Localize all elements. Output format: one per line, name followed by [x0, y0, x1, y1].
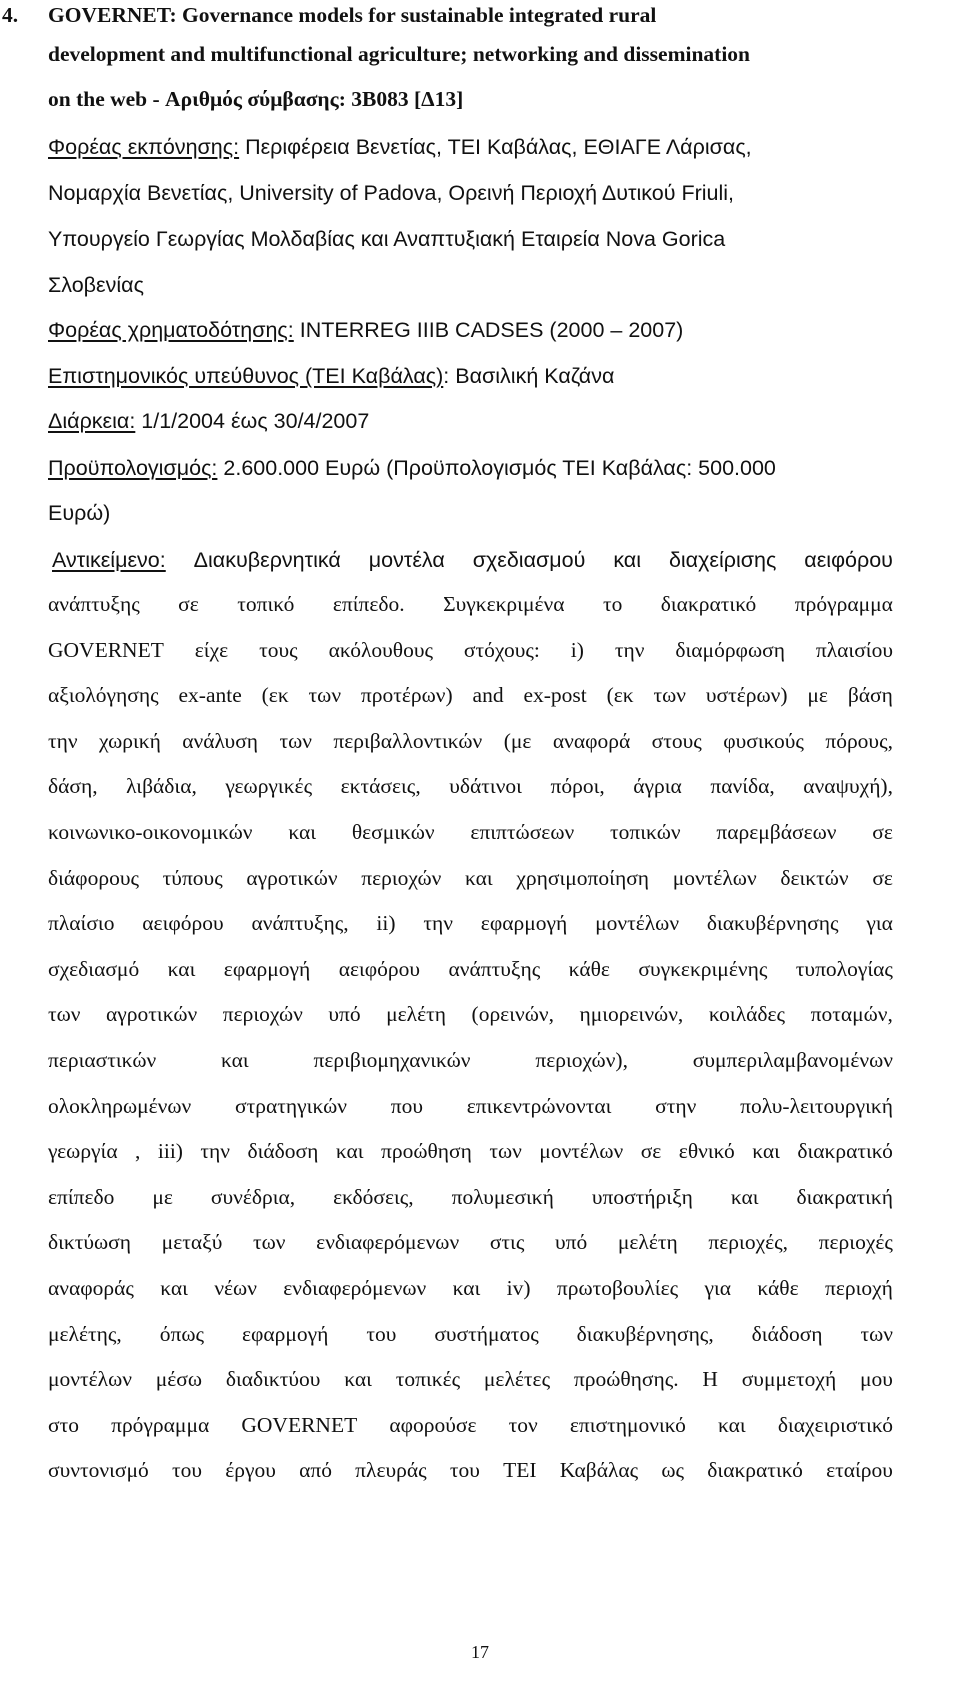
word: επίπεδο [48, 1184, 115, 1209]
word: των [653, 683, 686, 708]
word: των [308, 683, 342, 708]
word: ενδιαφερόμενων [283, 1276, 427, 1300]
word: τύπους [162, 865, 223, 890]
word: παρεμβάσεων [716, 820, 837, 844]
word: όπως [159, 1321, 204, 1346]
word: ex-post [523, 683, 587, 708]
word: αξιολόγησης [48, 683, 159, 708]
word: χωρική [99, 728, 161, 753]
word: των [489, 1139, 522, 1164]
word: και [613, 548, 642, 572]
word: μοντέλων [48, 1367, 132, 1392]
word: μου [860, 1367, 893, 1392]
scientific-lead [48, 363, 614, 389]
word: αγροτικών [106, 1002, 198, 1027]
word: φυσικούς [723, 728, 804, 753]
word: (εκ [261, 683, 289, 708]
word: και [221, 1048, 249, 1072]
word: του [449, 1458, 480, 1483]
body-line [48, 591, 893, 617]
word: iv) [506, 1276, 531, 1300]
section-title-line-1: GOVERNET: Governance models for sustainable integrated rural [48, 3, 657, 27]
word: συντονισμό [48, 1458, 149, 1483]
word: σε [872, 865, 893, 890]
word: στις [489, 1230, 525, 1255]
body-line [48, 1457, 893, 1483]
word: τον [508, 1412, 538, 1437]
word: υπό [328, 1002, 361, 1027]
word: (με [503, 728, 532, 753]
word: και [730, 1184, 759, 1209]
word: διάφορους [48, 865, 139, 890]
word: μελέτη [617, 1230, 678, 1255]
word: επιπτώσεων [470, 820, 575, 844]
body-line [48, 728, 893, 754]
word: χρησιμοποίηση [516, 865, 650, 890]
word: διάδοση [751, 1321, 823, 1346]
funding-label: Φορέας χρηματοδότησης: [48, 318, 294, 342]
word: εκδόσεις, [333, 1184, 414, 1209]
budget-line-2: Ευρώ) [48, 501, 111, 525]
word: εκτάσεις, [340, 774, 421, 799]
word: δάση, [48, 774, 98, 799]
word: είχε [194, 637, 229, 662]
word: διαδικτύου [225, 1367, 321, 1392]
word: αφορούσε [389, 1412, 477, 1437]
scientific-lead-value: : Βασιλική Καζάνα [443, 364, 615, 388]
word: GOVERNET [241, 1412, 358, 1437]
word: στόχους: [463, 637, 540, 662]
section-title-line-2: development and multifunctional agriculture; networking and dissemination [48, 42, 750, 66]
body-line [48, 1093, 893, 1119]
word: ανάλυση [182, 728, 259, 753]
funding-value: INTERREG IIIB CADSES (2000 – 2007) [293, 318, 684, 342]
word: προώθηση [381, 1139, 472, 1164]
word: , [135, 1139, 141, 1164]
word: Συγκεκριμένα [443, 592, 565, 616]
word: κάθε [568, 956, 610, 981]
word: λιβάδια, [126, 774, 197, 799]
word: και [452, 1276, 481, 1300]
word: ως [661, 1458, 685, 1483]
word: τους [259, 637, 298, 662]
word: γεωργικές [225, 774, 313, 799]
body-line [48, 865, 893, 891]
word: θεσμικών [351, 820, 435, 844]
executing-bodies-line-3: Υπουργείο Γεωργίας Μολδαβίας και Αναπτυξιακή Εταιρεία Nova Gorica [48, 227, 726, 251]
word: την [423, 911, 453, 936]
word: ανάπτυξης, [251, 911, 349, 936]
word: GOVERNET [48, 637, 164, 662]
body-line [48, 637, 893, 663]
word: μεταξύ [161, 1230, 223, 1255]
word: πρόγραμμα [794, 592, 893, 616]
word: αειφόρου [804, 548, 893, 572]
word: περιοχών [222, 1002, 303, 1027]
word: διακρατικό [797, 1139, 893, 1164]
word: διακυβέρνησης, [576, 1321, 714, 1346]
body-line [48, 1275, 893, 1301]
word: διαχείρισης [668, 548, 777, 572]
word: διακρατικό [707, 1458, 803, 1483]
word: στο [48, 1412, 79, 1437]
body-line [48, 1229, 893, 1255]
word: στρατηγικών [235, 1093, 347, 1118]
word: επίπεδο. [332, 592, 405, 616]
word: τοπικό [237, 592, 295, 616]
word: την [48, 728, 78, 753]
word: ανάπτυξης [448, 956, 541, 981]
word: σε [178, 592, 199, 616]
word: μελέτης, [48, 1321, 122, 1346]
word: νέων [214, 1276, 257, 1300]
duration-value: 1/1/2004 έως 30/4/2007 [135, 409, 370, 433]
scientific-lead-label: Επιστημονικός υπεύθυνος (ΤΕΙ Καβάλας) [48, 364, 444, 388]
word: πανίδα, [710, 774, 775, 799]
word: μελέτη [386, 1002, 447, 1027]
word: και [167, 956, 196, 981]
page-number: 17 [471, 1642, 489, 1662]
budget-line-1 [48, 455, 776, 481]
word: που [390, 1093, 423, 1118]
word: για [704, 1276, 732, 1300]
word: ακόλουθους [328, 637, 433, 662]
word: αναψυχή), [803, 774, 893, 799]
word: ii) [376, 911, 396, 936]
word: τοπικές [395, 1367, 461, 1392]
word: (ορεινών, [471, 1002, 554, 1027]
word: βάση [847, 683, 893, 708]
word: συμμετοχή [741, 1367, 837, 1392]
word: ημιορεινών, [579, 1002, 684, 1027]
word: σχεδιασμού [472, 548, 586, 572]
word: των [253, 1230, 286, 1255]
word: συστήματος [434, 1321, 539, 1346]
word: με [807, 683, 828, 708]
word: πλευράς [355, 1458, 427, 1483]
word: μελέτες [483, 1367, 551, 1392]
duration-label: Διάρκεια: [48, 409, 136, 433]
word: περιοχές [818, 1230, 893, 1255]
word: την [200, 1139, 231, 1164]
word: πόρους, [825, 728, 893, 753]
section-number: 4. [2, 3, 19, 27]
word: στην [655, 1093, 697, 1118]
word: των [860, 1321, 893, 1346]
budget-label: Προϋπολογισμός: [48, 456, 218, 480]
word: περιοχές, [708, 1230, 789, 1255]
word: δεικτών [780, 865, 849, 890]
word: ΤΕΙ [503, 1458, 537, 1483]
word: μοντέλων [595, 911, 680, 936]
word: ποταμών, [810, 1002, 893, 1027]
executing-bodies-line-2: Νομαρχία Βενετίας, University of Padova, Ορεινή Περιοχή Δυτικού Friuli, [48, 181, 735, 205]
body-line [48, 773, 893, 799]
word: διαμόρφωση [675, 637, 785, 662]
word: και [160, 1276, 188, 1300]
word: μοντέλα [368, 548, 445, 572]
word: αναφοράς [48, 1276, 134, 1300]
word: σε [872, 820, 893, 844]
word: πρωτοβουλίες [556, 1276, 679, 1300]
executing-bodies-line-4: Σλοβενίας [48, 273, 144, 297]
word: και [465, 865, 493, 890]
word: κάθε [757, 1276, 799, 1300]
word: ανάπτυξης [48, 592, 140, 616]
word: διάδοση [247, 1139, 319, 1164]
body-line [48, 1321, 893, 1347]
body-line [48, 682, 893, 708]
executing-bodies-line-1 [48, 134, 752, 160]
body-line [48, 1138, 893, 1164]
word: αειφόρου [142, 911, 224, 936]
word: με [152, 1184, 173, 1209]
body-line [48, 1412, 893, 1438]
word: προτέρων) [360, 683, 453, 708]
word: των [279, 728, 312, 753]
word: περιοχή [824, 1276, 893, 1300]
word: i) [570, 637, 584, 662]
word: αγροτικών [246, 865, 338, 890]
executing-bodies-value: Περιφέρεια Βενετίας, ΤΕΙ Καβάλας, ΕΘΙΑΓΕ Λάρισας, [239, 135, 752, 159]
word: εφαρμογή [241, 1321, 329, 1346]
word: σχεδιασμό [48, 956, 140, 981]
word: και [335, 1139, 364, 1164]
body-line [48, 1047, 893, 1073]
word: περιβιομηχανικών [313, 1048, 471, 1072]
body-line [48, 819, 893, 845]
word: άγρια [633, 774, 682, 799]
word: διακρατική [796, 1184, 893, 1209]
word: και [718, 1412, 746, 1437]
word: iii) [157, 1139, 183, 1164]
word: εταίρου [826, 1458, 893, 1483]
word: περιβαλλοντικών [333, 728, 483, 753]
word: την [614, 637, 645, 662]
word: Διακυβερνητικά [193, 548, 341, 572]
word: περιοχών [361, 865, 442, 890]
body-line [48, 1001, 893, 1027]
word: του [366, 1321, 397, 1346]
word: και [344, 1367, 372, 1392]
word: και [288, 820, 317, 844]
word: από [299, 1458, 332, 1483]
word: μέσω [155, 1367, 203, 1392]
word: εθνικό [678, 1139, 735, 1164]
word: ολοκληρωμένων [48, 1093, 192, 1118]
section-title-line-3: on the web - Αριθμός σύμβασης: 3Β083 [Δ13] [48, 87, 464, 111]
word: δικτύωση [48, 1230, 132, 1255]
word: Καβάλας [559, 1458, 639, 1483]
word: υποστήριξη [591, 1184, 693, 1209]
word: διακρατικό [660, 592, 757, 616]
word: ex-ante [178, 683, 242, 708]
word: ενδιαφερόμενων [316, 1230, 460, 1255]
word: για [866, 911, 893, 936]
objective-line-1 [52, 547, 893, 573]
word: πλαισίου [815, 637, 893, 662]
word: περιοχών), [535, 1048, 628, 1072]
word: περιαστικών [48, 1048, 157, 1072]
word: αειφόρου [338, 956, 421, 981]
word: σε [640, 1139, 662, 1164]
word: επικεντρώνονται [466, 1093, 612, 1118]
duration [48, 408, 369, 434]
body-line [48, 956, 893, 982]
word: επιστημονικό [569, 1412, 686, 1437]
word: and [472, 683, 504, 708]
word: διακυβέρνησης [706, 911, 839, 936]
word: αναφορά [552, 728, 631, 753]
word: κοινωνικο-οικονομικών [48, 820, 253, 844]
funding-body [48, 317, 683, 343]
word: πόροι, [550, 774, 605, 799]
word: συμπεριλαμβανομένων [692, 1048, 893, 1072]
word: έργου [225, 1458, 276, 1483]
word: πλαίσιο [48, 911, 115, 936]
word: προώθησης. [573, 1367, 679, 1392]
executing-bodies-label: Φορέας εκπόνησης: [48, 135, 240, 159]
word: διαχειριστικό [777, 1412, 893, 1437]
word: μοντέλων [672, 865, 757, 890]
word: συνέδρια, [210, 1184, 296, 1209]
word: των [48, 1002, 81, 1027]
word: Η [702, 1367, 718, 1392]
word: του [171, 1458, 202, 1483]
word: πολυμεσική [451, 1184, 554, 1209]
word: εφαρμογή [480, 911, 568, 936]
word: συγκεκριμένης [638, 956, 768, 981]
word: (εκ [606, 683, 634, 708]
word: υδάτινοι [449, 774, 522, 799]
word: πολυ-λειτουργική [740, 1093, 893, 1118]
word: γεωργία [48, 1139, 118, 1164]
word: εφαρμογή [223, 956, 311, 981]
word: υστέρων) [705, 683, 788, 708]
word: πρόγραμμα [111, 1412, 210, 1437]
word: μοντέλων [539, 1139, 624, 1164]
word: τοπικών [610, 820, 681, 844]
word: και [752, 1139, 780, 1164]
word: κοιλάδες [708, 1002, 786, 1027]
budget-value: 2.600.000 Ευρώ (Προϋπολογισμός ΤΕΙ Καβάλας: 500.000 [217, 456, 776, 480]
word: στους [651, 728, 702, 753]
body-line [48, 1366, 893, 1392]
word: τυπολογίας [795, 956, 893, 981]
body-line [48, 910, 893, 936]
word: υπό [554, 1230, 588, 1255]
objective-label: Αντικείμενο: [52, 548, 166, 572]
word: το [602, 592, 623, 616]
body-line [48, 1184, 893, 1210]
